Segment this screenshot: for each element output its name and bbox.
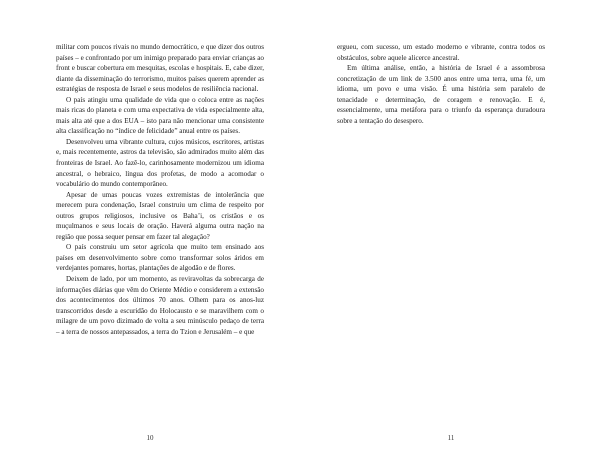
right-paragraph-1: ergueu, com sucesso, um estado moderno e vibrante, contra todos os obstáculos, sobre aquele alicerce ancestral. [337, 43, 545, 62]
right-text-column [337, 42, 545, 126]
left-page-number: 10 [146, 434, 154, 442]
right-page [300, 0, 600, 463]
left-paragraph-3: Desenvolveu uma vibrante cultura, cujos músicos, escritores, artistas e, mais recentemente, astros da televisão, são admirados muito além das fronteiras de Israel. Ao fazê-lo, carinhosamente modernizou um idioma ancestral, o hebraico, língua dos profetas, de modo a acomodar o vocabulário do mundo contemporâneo. [56, 137, 264, 189]
left-paragraph-4: Apesar de umas poucas vozes extremistas de intolerância que merecem pura condenação, Israel construiu um clima de respeito por outros grupos religiosos, inclusive os Baha’i, os cristãos e os muçulmanos e seus locais de oração. Haverá alguma outra nação na região que possa sequer pensar em fazer tal alegação? [56, 190, 264, 241]
left-paragraph-6: Deixem de lado, por um momento, as reviravoltas da sobrecarga de informações diárias que vêm do Oriente Médio e considerem a extensão dos acontecimentos dos últimos 70 anos. Olhem para os anos-luz transcorridos desde a escuridão do Holocausto e se maravilhem com o milagre de um povo dizimado de volta a seu minúsculo pedaço de terra – a terra de nossos antepassados, a terra do Tzion e Jerusalém – e que [56, 275, 264, 336]
left-paragraph-1: militar com poucos rivais no mundo democrático, e que dizer dos outros países – e confrontado por um inimigo preparado para enviar crianças ao front e buscar cobertura em mesquitas, escolas e hospitais. E, cabe dizer, diante da disseminação do terrorismo, muitos países querem aprender as estratégias de resposta de Israel e seus modelos de resiliência nacional. [56, 43, 264, 94]
right-page-number: 11 [447, 434, 455, 442]
left-paragraph-5: O país construiu um setor agrícola que muito tem ensinado aos países em desenvolvimento sobre como transformar solos áridos em verdejantes pomares, hortas, plantações de algodão e de flores. [56, 243, 264, 273]
left-paragraph-2: O país atingiu uma qualidade de vida que o coloca entre as nações mais ricas do planeta e com uma expectativa de vida especialmente alta, mais alta até que a dos EUA – isto para não mencionar uma consistente alta classificação no “índice de felicidade” anual entre os países. [56, 95, 264, 136]
left-text-column [56, 42, 264, 337]
right-paragraph-2: Em última análise, então, a história de Israel é a assombrosa concretização de um link de 3.500 anos entre uma terra, uma fé, um idioma, um povo e uma visão. É uma história sem paralelo de tenacidade e determinação, de coragem e renovação. E é, essencialmente, uma metáfora para o triunfo da esperança duradoura sobre a tentação do desespero. [337, 64, 545, 125]
